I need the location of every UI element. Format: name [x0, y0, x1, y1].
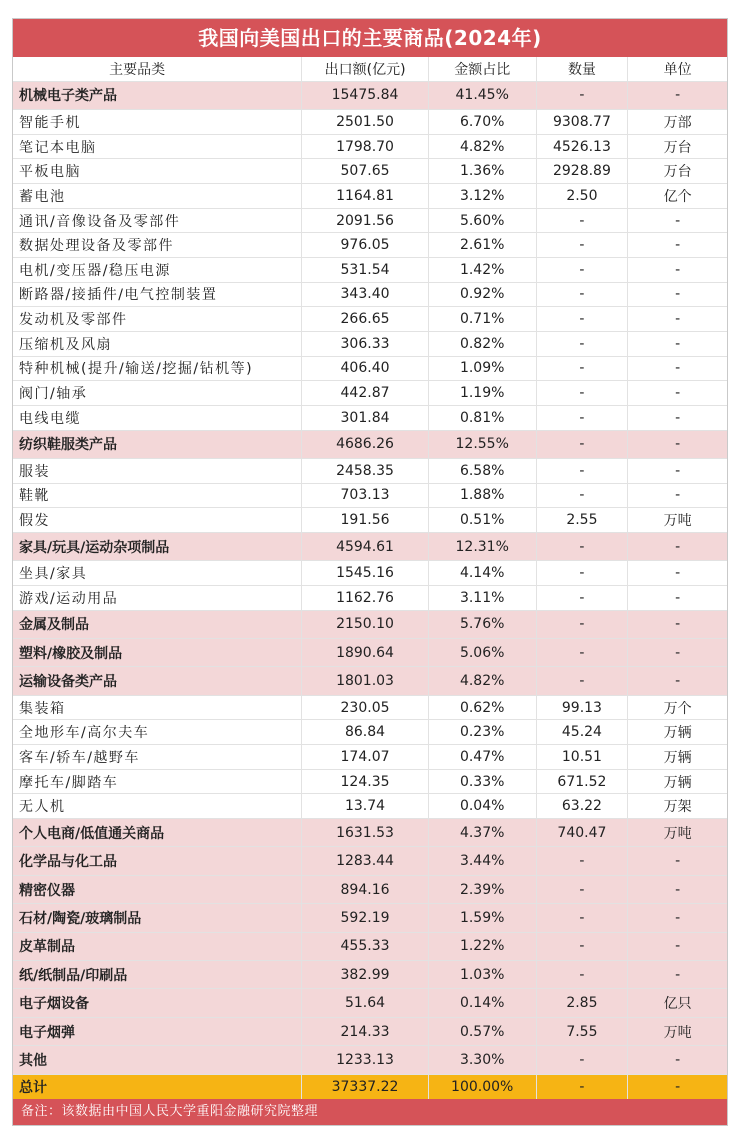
export-value-cell: 507.65: [302, 159, 429, 183]
export-value-cell: 531.54: [302, 258, 429, 282]
unit-cell: -: [675, 644, 681, 661]
category-row: [13, 847, 727, 875]
quantity-cell: -: [537, 667, 629, 694]
unit-cell: 万部: [663, 114, 692, 131]
category-row: [13, 819, 727, 847]
category-cell: 纸/纸制品/印刷品: [13, 961, 302, 988]
category-cell: 精密仪器: [13, 876, 302, 903]
quantity-cell: -: [537, 357, 629, 381]
category-cell: 塑料/橡胶及制品: [13, 639, 302, 666]
share-cell: 2.39%: [429, 876, 537, 903]
share-cell: 3.30%: [429, 1046, 537, 1073]
export-value-cell: 13.74: [302, 794, 429, 818]
quantity-cell: -: [537, 847, 629, 874]
category-cell: 特种机械(提升/输送/挖掘/钻机等): [13, 357, 302, 381]
category-cell: 金属及制品: [13, 611, 302, 638]
category-row: [13, 667, 727, 695]
unit-cell: -: [675, 589, 681, 606]
category-row: [13, 1018, 727, 1046]
category-cell: 石材/陶瓷/玻璃制品: [13, 904, 302, 931]
quantity-cell: -: [537, 209, 629, 233]
item-row: [13, 406, 727, 431]
export-value-cell: 592.19: [302, 904, 429, 931]
item-row: [13, 258, 727, 283]
total-unit: -: [675, 1078, 681, 1095]
quantity-cell: -: [537, 258, 629, 282]
item-row: [13, 110, 727, 135]
category-cell: 笔记本电脑: [13, 135, 302, 159]
unit-cell: 万台: [663, 139, 692, 156]
quantity-cell: -: [537, 1046, 629, 1073]
share-cell: 1.36%: [429, 159, 537, 183]
export-value-cell: 306.33: [302, 332, 429, 356]
share-cell: 4.14%: [429, 561, 537, 585]
share-cell: 1.22%: [429, 933, 537, 960]
quantity-cell: -: [537, 611, 629, 638]
unit-cell: 万吨: [663, 513, 692, 530]
export-value-cell: 1162.76: [302, 586, 429, 610]
source-note: 备注：该数据由中国人民大学重阳金融研究院整理: [13, 1099, 727, 1125]
share-cell: 1.42%: [429, 258, 537, 282]
table-title: 我国向美国出口的主要商品(2024年): [13, 19, 727, 57]
item-row: [13, 307, 727, 332]
unit-cell: -: [675, 237, 681, 254]
item-row: [13, 381, 727, 406]
category-cell: 个人电商/低值通关商品: [13, 819, 302, 846]
unit-cell: -: [675, 87, 681, 104]
share-cell: 0.04%: [429, 794, 537, 818]
quantity-cell: -: [537, 332, 629, 356]
export-value-cell: 1798.70: [302, 135, 429, 159]
share-cell: 1.03%: [429, 961, 537, 988]
quantity-cell: -: [537, 82, 629, 109]
share-cell: 1.09%: [429, 357, 537, 381]
category-row: [13, 989, 727, 1017]
unit-cell: -: [675, 462, 681, 479]
table-body: [13, 82, 727, 1075]
quantity-cell: -: [537, 639, 629, 666]
category-cell: 纺织鞋服类产品: [13, 431, 302, 458]
item-row: [13, 283, 727, 308]
unit-cell: 万吨: [663, 1024, 692, 1041]
unit-cell: -: [675, 853, 681, 870]
category-row: [13, 611, 727, 639]
share-cell: 6.58%: [429, 459, 537, 483]
unit-cell: 万架: [663, 799, 692, 816]
export-value-cell: 266.65: [302, 307, 429, 331]
export-value-cell: 174.07: [302, 745, 429, 769]
category-row: [13, 904, 727, 932]
category-cell: 智能手机: [13, 110, 302, 134]
unit-cell: -: [675, 673, 681, 690]
share-cell: 12.31%: [429, 533, 537, 560]
item-row: [13, 357, 727, 382]
unit-cell: -: [675, 565, 681, 582]
category-cell: 坐具/家具: [13, 561, 302, 585]
quantity-cell: 2.50: [537, 184, 629, 208]
quantity-cell: -: [537, 533, 629, 560]
unit-cell: -: [675, 909, 681, 926]
category-row: [13, 876, 727, 904]
export-value-cell: 894.16: [302, 876, 429, 903]
category-cell: 电子烟弹: [13, 1018, 302, 1045]
export-value-cell: 343.40: [302, 283, 429, 307]
category-cell: 平板电脑: [13, 159, 302, 183]
share-cell: 5.76%: [429, 611, 537, 638]
unit-cell: -: [675, 212, 681, 229]
quantity-cell: 4526.13: [537, 135, 629, 159]
share-cell: 1.59%: [429, 904, 537, 931]
quantity-cell: -: [537, 431, 629, 458]
unit-cell: 亿个: [663, 188, 692, 205]
share-cell: 4.82%: [429, 135, 537, 159]
table-header-row: [13, 57, 727, 82]
unit-cell: -: [675, 1051, 681, 1068]
unit-cell: 万个: [663, 700, 692, 717]
export-value-cell: 442.87: [302, 381, 429, 405]
category-cell: 全地形车/高尔夫车: [13, 720, 302, 744]
category-cell: 电线电缆: [13, 406, 302, 430]
export-value-cell: 214.33: [302, 1018, 429, 1045]
total-share: 100.00%: [429, 1075, 537, 1099]
header-unit: 单位: [663, 61, 692, 78]
category-cell: 客车/轿车/越野车: [13, 745, 302, 769]
unit-cell: -: [675, 938, 681, 955]
unit-cell: 万辆: [663, 725, 692, 742]
export-value-cell: 1545.16: [302, 561, 429, 585]
export-value-cell: 1283.44: [302, 847, 429, 874]
export-value-cell: 301.84: [302, 406, 429, 430]
share-cell: 0.81%: [429, 406, 537, 430]
share-cell: 6.70%: [429, 110, 537, 134]
category-cell: 蓄电池: [13, 184, 302, 208]
category-cell: 家具/玩具/运动杂项制品: [13, 533, 302, 560]
category-cell: 化学品与化工品: [13, 847, 302, 874]
item-row: [13, 745, 727, 770]
header-quantity: 数量: [537, 57, 629, 81]
export-value-cell: 455.33: [302, 933, 429, 960]
share-cell: 12.55%: [429, 431, 537, 458]
category-row: [13, 961, 727, 989]
quantity-cell: 9308.77: [537, 110, 629, 134]
item-row: [13, 233, 727, 258]
category-cell: 摩托车/脚踏车: [13, 770, 302, 794]
unit-cell: -: [675, 616, 681, 633]
item-row: [13, 561, 727, 586]
category-cell: 通讯/音像设备及零部件: [13, 209, 302, 233]
category-cell: 其他: [13, 1046, 302, 1073]
quantity-cell: 45.24: [537, 720, 629, 744]
category-cell: 断路器/接插件/电气控制装置: [13, 283, 302, 307]
item-row: [13, 794, 727, 819]
category-cell: 运输设备类产品: [13, 667, 302, 694]
category-cell: 皮革制品: [13, 933, 302, 960]
export-value-cell: 230.05: [302, 696, 429, 720]
total-quantity: -: [537, 1075, 629, 1099]
share-cell: 0.14%: [429, 989, 537, 1016]
export-value-cell: 703.13: [302, 484, 429, 508]
quantity-cell: -: [537, 876, 629, 903]
share-cell: 0.47%: [429, 745, 537, 769]
export-value-cell: 382.99: [302, 961, 429, 988]
export-table: [12, 18, 728, 1126]
header-share: 金额占比: [429, 57, 537, 81]
category-row: [13, 639, 727, 667]
category-cell: 电子烟设备: [13, 989, 302, 1016]
unit-cell: -: [675, 436, 681, 453]
category-cell: 压缩机及风扇: [13, 332, 302, 356]
export-value-cell: 2150.10: [302, 611, 429, 638]
export-value-cell: 124.35: [302, 770, 429, 794]
unit-cell: -: [675, 311, 681, 328]
export-value-cell: 4686.26: [302, 431, 429, 458]
export-value-cell: 191.56: [302, 508, 429, 532]
unit-cell: 亿只: [663, 996, 692, 1013]
unit-cell: -: [675, 409, 681, 426]
quantity-cell: 99.13: [537, 696, 629, 720]
item-row: [13, 135, 727, 160]
share-cell: 4.37%: [429, 819, 537, 846]
export-value-cell: 1890.64: [302, 639, 429, 666]
category-cell: 服装: [13, 459, 302, 483]
unit-cell: -: [675, 335, 681, 352]
item-row: [13, 586, 727, 611]
quantity-cell: -: [537, 484, 629, 508]
quantity-cell: -: [537, 459, 629, 483]
export-value-cell: 1233.13: [302, 1046, 429, 1073]
quantity-cell: 2.55: [537, 508, 629, 532]
export-value-cell: 1164.81: [302, 184, 429, 208]
unit-cell: -: [675, 538, 681, 555]
export-value-cell: 1801.03: [302, 667, 429, 694]
share-cell: 0.57%: [429, 1018, 537, 1045]
total-row: [13, 1075, 727, 1099]
quantity-cell: -: [537, 586, 629, 610]
category-row: [13, 82, 727, 110]
export-value-cell: 15475.84: [302, 82, 429, 109]
quantity-cell: -: [537, 381, 629, 405]
share-cell: 3.11%: [429, 586, 537, 610]
category-cell: 机械电子类产品: [13, 82, 302, 109]
item-row: [13, 720, 727, 745]
quantity-cell: 10.51: [537, 745, 629, 769]
share-cell: 2.61%: [429, 233, 537, 257]
export-value-cell: 2501.50: [302, 110, 429, 134]
quantity-cell: -: [537, 933, 629, 960]
category-row: [13, 431, 727, 459]
category-cell: 发动机及零部件: [13, 307, 302, 331]
unit-cell: -: [675, 385, 681, 402]
item-row: [13, 484, 727, 509]
unit-cell: -: [675, 487, 681, 504]
unit-cell: -: [675, 286, 681, 303]
export-value-cell: 51.64: [302, 989, 429, 1016]
total-label: 总计: [13, 1075, 302, 1099]
item-row: [13, 159, 727, 184]
item-row: [13, 770, 727, 795]
unit-cell: 万辆: [663, 749, 692, 766]
share-cell: 0.23%: [429, 720, 537, 744]
quantity-cell: -: [537, 307, 629, 331]
quantity-cell: -: [537, 904, 629, 931]
unit-cell: 万吨: [663, 825, 692, 842]
share-cell: 5.60%: [429, 209, 537, 233]
unit-cell: -: [675, 881, 681, 898]
quantity-cell: 2.85: [537, 989, 629, 1016]
quantity-cell: -: [537, 561, 629, 585]
share-cell: 3.44%: [429, 847, 537, 874]
total-value: 37337.22: [302, 1075, 429, 1099]
share-cell: 4.82%: [429, 667, 537, 694]
category-cell: 数据处理设备及零部件: [13, 233, 302, 257]
share-cell: 41.45%: [429, 82, 537, 109]
share-cell: 0.82%: [429, 332, 537, 356]
export-value-cell: 1631.53: [302, 819, 429, 846]
quantity-cell: -: [537, 283, 629, 307]
quantity-cell: -: [537, 233, 629, 257]
quantity-cell: 63.22: [537, 794, 629, 818]
category-cell: 游戏/运动用品: [13, 586, 302, 610]
unit-cell: -: [675, 966, 681, 983]
export-value-cell: 976.05: [302, 233, 429, 257]
category-row: [13, 533, 727, 561]
export-value-cell: 4594.61: [302, 533, 429, 560]
item-row: [13, 508, 727, 533]
share-cell: 1.19%: [429, 381, 537, 405]
category-cell: 集装箱: [13, 696, 302, 720]
category-cell: 阀门/轴承: [13, 381, 302, 405]
share-cell: 0.51%: [429, 508, 537, 532]
category-row: [13, 933, 727, 961]
quantity-cell: -: [537, 961, 629, 988]
header-export-value: 出口额(亿元): [302, 57, 429, 81]
unit-cell: 万台: [663, 164, 692, 181]
share-cell: 0.92%: [429, 283, 537, 307]
share-cell: 0.71%: [429, 307, 537, 331]
quantity-cell: 671.52: [537, 770, 629, 794]
category-cell: 电机/变压器/稳压电源: [13, 258, 302, 282]
item-row: [13, 209, 727, 234]
export-value-cell: 2458.35: [302, 459, 429, 483]
unit-cell: -: [675, 360, 681, 377]
unit-cell: -: [675, 261, 681, 278]
header-category: 主要品类: [13, 57, 302, 81]
item-row: [13, 459, 727, 484]
unit-cell: 万辆: [663, 774, 692, 791]
quantity-cell: -: [537, 406, 629, 430]
category-cell: 无人机: [13, 794, 302, 818]
export-value-cell: 406.40: [302, 357, 429, 381]
share-cell: 3.12%: [429, 184, 537, 208]
category-row: [13, 1046, 727, 1074]
item-row: [13, 696, 727, 721]
export-value-cell: 2091.56: [302, 209, 429, 233]
export-value-cell: 86.84: [302, 720, 429, 744]
share-cell: 1.88%: [429, 484, 537, 508]
share-cell: 0.33%: [429, 770, 537, 794]
quantity-cell: 7.55: [537, 1018, 629, 1045]
item-row: [13, 184, 727, 209]
category-cell: 假发: [13, 508, 302, 532]
quantity-cell: 740.47: [537, 819, 629, 846]
share-cell: 5.06%: [429, 639, 537, 666]
category-cell: 鞋靴: [13, 484, 302, 508]
quantity-cell: 2928.89: [537, 159, 629, 183]
item-row: [13, 332, 727, 357]
share-cell: 0.62%: [429, 696, 537, 720]
